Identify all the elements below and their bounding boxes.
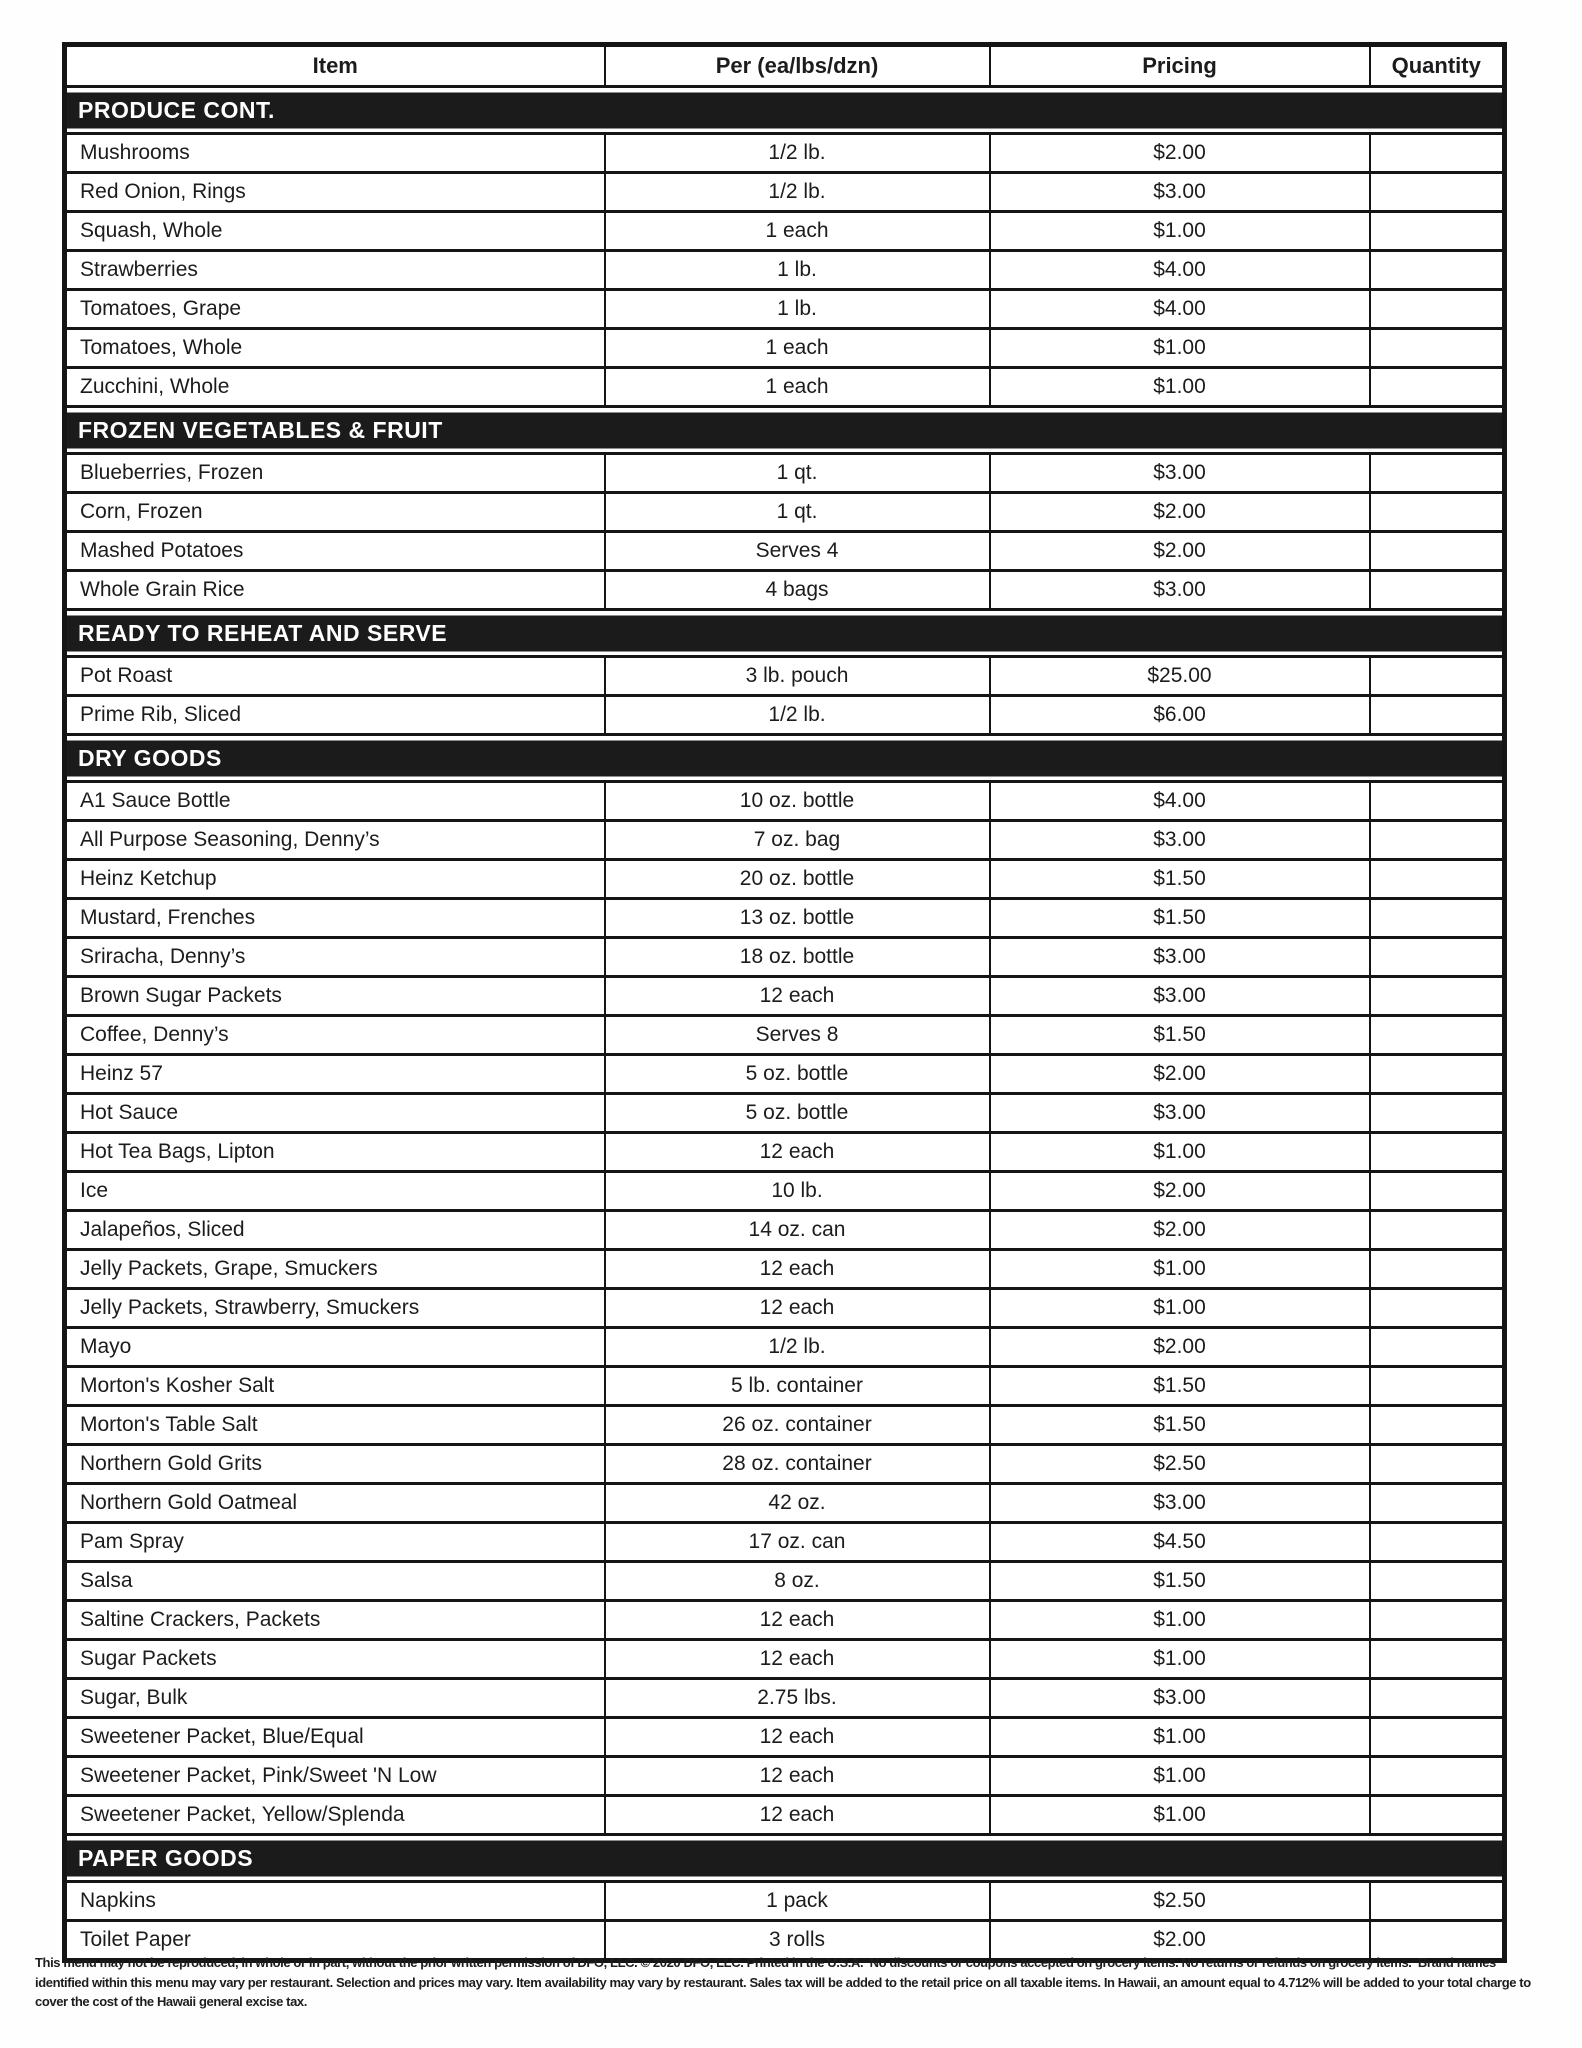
price-cell: $1.50 — [990, 860, 1370, 899]
quantity-cell — [1370, 860, 1505, 899]
item-row — [65, 251, 1505, 290]
item-row — [65, 1094, 1505, 1133]
per-cell: 1 qt. — [605, 493, 990, 532]
item-row — [65, 1757, 1505, 1796]
price-cell: $2.50 — [990, 1882, 1370, 1921]
quantity-cell — [1370, 899, 1505, 938]
item-row — [65, 1055, 1505, 1094]
section-row — [65, 1835, 1505, 1882]
item-cell: Heinz Ketchup — [65, 860, 605, 899]
price-cell: $1.00 — [990, 368, 1370, 407]
quantity-cell — [1370, 821, 1505, 860]
per-cell: 4 bags — [605, 571, 990, 610]
item-row — [65, 821, 1505, 860]
item-row — [65, 782, 1505, 821]
price-cell: $1.50 — [990, 1406, 1370, 1445]
item-cell: Hot Tea Bags, Lipton — [65, 1133, 605, 1172]
price-cell: $3.00 — [990, 1094, 1370, 1133]
section-row — [65, 610, 1505, 657]
column-header-pricing: Pricing — [990, 45, 1370, 87]
item-cell: Strawberries — [65, 251, 605, 290]
section-row — [65, 407, 1505, 454]
item-cell: Ice — [65, 1172, 605, 1211]
item-cell: Saltine Crackers, Packets — [65, 1601, 605, 1640]
price-cell: $2.00 — [990, 493, 1370, 532]
item-row — [65, 1562, 1505, 1601]
item-cell: Mustard, Frenches — [65, 899, 605, 938]
item-cell: Heinz 57 — [65, 1055, 605, 1094]
quantity-cell — [1370, 1016, 1505, 1055]
price-cell: $3.00 — [990, 977, 1370, 1016]
price-cell: $2.00 — [990, 1921, 1370, 1961]
item-cell: Mashed Potatoes — [65, 532, 605, 571]
item-row — [65, 1718, 1505, 1757]
item-row — [65, 1172, 1505, 1211]
item-cell: Mushrooms — [65, 134, 605, 173]
quantity-cell — [1370, 1523, 1505, 1562]
item-row — [65, 493, 1505, 532]
item-row — [65, 860, 1505, 899]
section-row — [65, 735, 1505, 782]
per-cell: 1 each — [605, 329, 990, 368]
item-row — [65, 1523, 1505, 1562]
item-row — [65, 532, 1505, 571]
per-cell: 28 oz. container — [605, 1445, 990, 1484]
item-cell: Sriracha, Denny’s — [65, 938, 605, 977]
item-cell: Mayo — [65, 1328, 605, 1367]
per-cell: 1 lb. — [605, 290, 990, 329]
column-header-quantity: Quantity — [1370, 45, 1505, 87]
price-cell: $1.50 — [990, 1016, 1370, 1055]
item-cell: Salsa — [65, 1562, 605, 1601]
item-row — [65, 1328, 1505, 1367]
price-cell: $1.50 — [990, 899, 1370, 938]
item-row — [65, 1796, 1505, 1835]
item-cell: Corn, Frozen — [65, 493, 605, 532]
per-cell: 14 oz. can — [605, 1211, 990, 1250]
item-cell: Sweetener Packet, Yellow/Splenda — [65, 1796, 605, 1835]
quantity-cell — [1370, 657, 1505, 696]
item-cell: Coffee, Denny’s — [65, 1016, 605, 1055]
per-cell: 20 oz. bottle — [605, 860, 990, 899]
quantity-cell — [1370, 1250, 1505, 1289]
per-cell: 1/2 lb. — [605, 173, 990, 212]
per-cell: 12 each — [605, 1250, 990, 1289]
item-cell: Morton's Kosher Salt — [65, 1367, 605, 1406]
item-cell: Zucchini, Whole — [65, 368, 605, 407]
item-cell: Hot Sauce — [65, 1094, 605, 1133]
per-cell: 42 oz. — [605, 1484, 990, 1523]
item-cell: All Purpose Seasoning, Denny’s — [65, 821, 605, 860]
item-cell: Red Onion, Rings — [65, 173, 605, 212]
price-cell: $3.00 — [990, 938, 1370, 977]
per-cell: 1 each — [605, 212, 990, 251]
quantity-cell — [1370, 1094, 1505, 1133]
item-row — [65, 1679, 1505, 1718]
item-cell: Squash, Whole — [65, 212, 605, 251]
price-cell: $1.00 — [990, 1601, 1370, 1640]
per-cell: 2.75 lbs. — [605, 1679, 990, 1718]
quantity-cell — [1370, 1679, 1505, 1718]
item-row — [65, 212, 1505, 251]
item-row — [65, 1016, 1505, 1055]
quantity-cell — [1370, 977, 1505, 1016]
legal-footer-text: This menu may not be reproduced, in whole or in part, without the prior written permission of DFO, LLC. © 2020 DFO, LLC. Printed in the U.S.A. No discounts or coupons accepted on grocery items. No returns or refunds on grocery items. Brand names identified within this menu may vary per restaurant. Selection and prices may vary. Item availability may vary by restaurant. Sales tax will be added to the retail price on all taxable items. In Hawaii, an amount equal to 4.712% will be added to your total charge to cover the cost of the Hawaii general excise tax. — [35, 1955, 1534, 2009]
quantity-cell — [1370, 1211, 1505, 1250]
price-cell: $2.00 — [990, 1211, 1370, 1250]
price-cell: $2.00 — [990, 532, 1370, 571]
per-cell: 17 oz. can — [605, 1523, 990, 1562]
quantity-cell — [1370, 1562, 1505, 1601]
item-cell: Tomatoes, Grape — [65, 290, 605, 329]
item-cell: Whole Grain Rice — [65, 571, 605, 610]
price-cell: $1.50 — [990, 1367, 1370, 1406]
per-cell: 5 oz. bottle — [605, 1055, 990, 1094]
per-cell: 12 each — [605, 1133, 990, 1172]
item-cell: Jelly Packets, Grape, Smuckers — [65, 1250, 605, 1289]
per-cell: 5 oz. bottle — [605, 1094, 990, 1133]
per-cell: 12 each — [605, 1796, 990, 1835]
per-cell: 12 each — [605, 1640, 990, 1679]
quantity-cell — [1370, 1484, 1505, 1523]
item-row — [65, 1367, 1505, 1406]
quantity-cell — [1370, 173, 1505, 212]
quantity-cell — [1370, 1367, 1505, 1406]
item-cell: Jelly Packets, Strawberry, Smuckers — [65, 1289, 605, 1328]
per-cell: Serves 8 — [605, 1016, 990, 1055]
per-cell: 3 lb. pouch — [605, 657, 990, 696]
per-cell: 12 each — [605, 1289, 990, 1328]
per-cell: Serves 4 — [605, 532, 990, 571]
quantity-cell — [1370, 134, 1505, 173]
quantity-cell — [1370, 493, 1505, 532]
quantity-cell — [1370, 1055, 1505, 1094]
item-row — [65, 1289, 1505, 1328]
price-cell: $1.00 — [990, 212, 1370, 251]
quantity-cell — [1370, 1601, 1505, 1640]
grocery-price-table — [62, 42, 1507, 1963]
item-row — [65, 1445, 1505, 1484]
item-cell: Blueberries, Frozen — [65, 454, 605, 493]
section-title: PRODUCE CONT. — [65, 87, 1505, 134]
price-cell: $3.00 — [990, 1484, 1370, 1523]
item-row — [65, 657, 1505, 696]
price-cell: $3.00 — [990, 821, 1370, 860]
per-cell: 3 rolls — [605, 1921, 990, 1961]
price-cell: $2.50 — [990, 1445, 1370, 1484]
table-body — [65, 87, 1505, 1961]
item-row — [65, 1640, 1505, 1679]
item-cell: A1 Sauce Bottle — [65, 782, 605, 821]
per-cell: 12 each — [605, 977, 990, 1016]
quantity-cell — [1370, 938, 1505, 977]
quantity-cell — [1370, 329, 1505, 368]
item-row — [65, 938, 1505, 977]
per-cell: 1 each — [605, 368, 990, 407]
item-row — [65, 1601, 1505, 1640]
quantity-cell — [1370, 1796, 1505, 1835]
item-cell: Pot Roast — [65, 657, 605, 696]
quantity-cell — [1370, 251, 1505, 290]
item-cell: Northern Gold Grits — [65, 1445, 605, 1484]
item-cell: Toilet Paper — [65, 1921, 605, 1961]
price-cell: $2.00 — [990, 1055, 1370, 1094]
item-cell: Morton's Table Salt — [65, 1406, 605, 1445]
price-cell: $4.50 — [990, 1523, 1370, 1562]
price-cell: $2.00 — [990, 134, 1370, 173]
section-title: FROZEN VEGETABLES & FRUIT — [65, 407, 1505, 454]
per-cell: 12 each — [605, 1601, 990, 1640]
quantity-cell — [1370, 1882, 1505, 1921]
section-title: PAPER GOODS — [65, 1835, 1505, 1882]
price-cell: $3.00 — [990, 173, 1370, 212]
price-cell: $4.00 — [990, 251, 1370, 290]
quantity-cell — [1370, 290, 1505, 329]
item-cell: Prime Rib, Sliced — [65, 696, 605, 735]
item-row — [65, 1882, 1505, 1921]
item-cell: Napkins — [65, 1882, 605, 1921]
per-cell: 13 oz. bottle — [605, 899, 990, 938]
per-cell: 26 oz. container — [605, 1406, 990, 1445]
quantity-cell — [1370, 532, 1505, 571]
item-row — [65, 368, 1505, 407]
column-header-item: Item — [65, 45, 605, 87]
price-cell: $1.00 — [990, 1289, 1370, 1328]
item-cell: Sweetener Packet, Blue/Equal — [65, 1718, 605, 1757]
price-cell: $3.00 — [990, 454, 1370, 493]
item-row — [65, 454, 1505, 493]
per-cell: 1 lb. — [605, 251, 990, 290]
quantity-cell — [1370, 1757, 1505, 1796]
per-cell: 1 pack — [605, 1882, 990, 1921]
price-cell: $4.00 — [990, 290, 1370, 329]
quantity-cell — [1370, 1718, 1505, 1757]
section-row — [65, 87, 1505, 134]
item-row — [65, 1211, 1505, 1250]
quantity-cell — [1370, 782, 1505, 821]
item-row — [65, 173, 1505, 212]
item-cell: Jalapeños, Sliced — [65, 1211, 605, 1250]
item-cell: Sugar, Bulk — [65, 1679, 605, 1718]
per-cell: 12 each — [605, 1718, 990, 1757]
quantity-cell — [1370, 1289, 1505, 1328]
item-row — [65, 899, 1505, 938]
per-cell: 10 oz. bottle — [605, 782, 990, 821]
per-cell: 7 oz. bag — [605, 821, 990, 860]
item-row — [65, 1133, 1505, 1172]
item-row — [65, 696, 1505, 735]
per-cell: 1 qt. — [605, 454, 990, 493]
item-row — [65, 1250, 1505, 1289]
quantity-cell — [1370, 696, 1505, 735]
item-row — [65, 329, 1505, 368]
per-cell: 10 lb. — [605, 1172, 990, 1211]
quantity-cell — [1370, 1406, 1505, 1445]
price-cell: $3.00 — [990, 1679, 1370, 1718]
price-cell: $1.00 — [990, 1718, 1370, 1757]
per-cell: 8 oz. — [605, 1562, 990, 1601]
price-cell: $1.00 — [990, 1133, 1370, 1172]
item-row — [65, 134, 1505, 173]
item-row — [65, 290, 1505, 329]
per-cell: 1/2 lb. — [605, 1328, 990, 1367]
price-cell: $2.00 — [990, 1172, 1370, 1211]
price-cell: $1.50 — [990, 1562, 1370, 1601]
quantity-cell — [1370, 212, 1505, 251]
quantity-cell — [1370, 1445, 1505, 1484]
quantity-cell — [1370, 571, 1505, 610]
per-cell: 12 each — [605, 1757, 990, 1796]
section-title: READY TO REHEAT AND SERVE — [65, 610, 1505, 657]
per-cell: 1/2 lb. — [605, 696, 990, 735]
item-row — [65, 571, 1505, 610]
column-header-per: Per (ea/lbs/dzn) — [605, 45, 990, 87]
quantity-cell — [1370, 1133, 1505, 1172]
price-cell: $1.00 — [990, 1796, 1370, 1835]
table-header-row — [65, 45, 1505, 87]
price-cell: $1.00 — [990, 329, 1370, 368]
quantity-cell — [1370, 1328, 1505, 1367]
item-cell: Northern Gold Oatmeal — [65, 1484, 605, 1523]
item-cell: Tomatoes, Whole — [65, 329, 605, 368]
item-cell: Pam Spray — [65, 1523, 605, 1562]
price-cell: $25.00 — [990, 657, 1370, 696]
section-title: DRY GOODS — [65, 735, 1505, 782]
item-cell: Sweetener Packet, Pink/Sweet 'N Low — [65, 1757, 605, 1796]
price-cell: $3.00 — [990, 571, 1370, 610]
item-row — [65, 977, 1505, 1016]
quantity-cell — [1370, 1640, 1505, 1679]
price-cell: $1.00 — [990, 1757, 1370, 1796]
item-row — [65, 1406, 1505, 1445]
quantity-cell — [1370, 368, 1505, 407]
item-cell: Sugar Packets — [65, 1640, 605, 1679]
price-cell: $1.00 — [990, 1250, 1370, 1289]
price-cell: $4.00 — [990, 782, 1370, 821]
item-row — [65, 1484, 1505, 1523]
price-cell: $2.00 — [990, 1328, 1370, 1367]
quantity-cell — [1370, 1172, 1505, 1211]
price-cell: $6.00 — [990, 696, 1370, 735]
quantity-cell — [1370, 454, 1505, 493]
per-cell: 18 oz. bottle — [605, 938, 990, 977]
per-cell: 5 lb. container — [605, 1367, 990, 1406]
item-cell: Brown Sugar Packets — [65, 977, 605, 1016]
per-cell: 1/2 lb. — [605, 134, 990, 173]
price-cell: $1.00 — [990, 1640, 1370, 1679]
